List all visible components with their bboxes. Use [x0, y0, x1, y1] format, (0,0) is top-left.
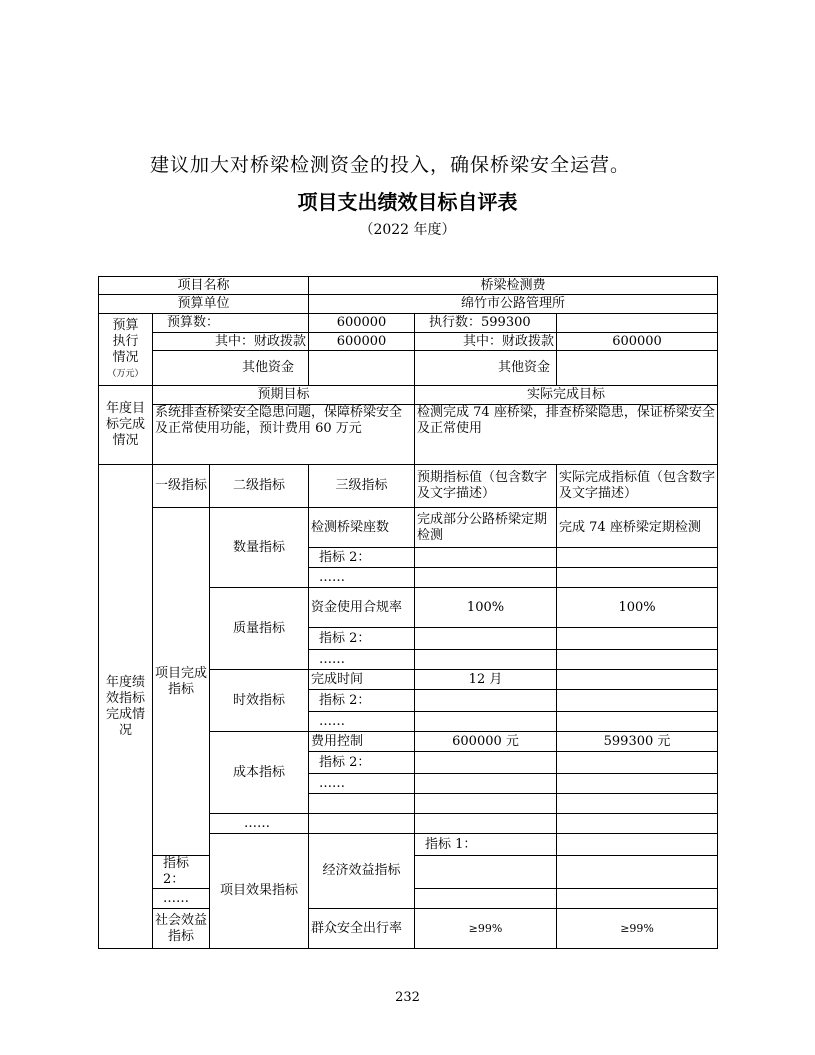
economic-item1: 指标 1：: [415, 834, 557, 856]
project-name-label: 项目名称: [99, 277, 309, 295]
col-level3-header: 三级指标: [309, 465, 415, 508]
social-item1-actual: ≥99%: [557, 909, 718, 949]
timeliness-item3: ……: [309, 712, 415, 732]
quantity-item3: ……: [309, 568, 415, 588]
cost-item4: [309, 794, 415, 814]
planned-goal-text: 系统排查桥梁安全隐患问题，保障桥梁安全及正常使用功能，预计费用 60 万元: [153, 405, 415, 465]
group1-label: 项目完成指标: [153, 508, 210, 856]
fiscal-value-left: 600000: [309, 333, 415, 351]
quantity-item2-planned: [415, 548, 557, 568]
quality-item2: 指标 2：: [309, 628, 415, 650]
quantity-item1-planned: 完成部分公路桥梁定期检测: [415, 508, 557, 548]
timeliness-item2-actual: [557, 690, 718, 712]
quality-item1-planned: 100%: [415, 588, 557, 628]
indicators-section-label: 年度绩效指标完成情况: [99, 465, 153, 949]
quality-item3-actual: [557, 650, 718, 670]
timeliness-item2: 指标 2：: [309, 690, 415, 712]
other-funds-value-right: [557, 351, 718, 386]
fiscal-label-right: 其中：财政拨款: [415, 333, 557, 351]
cost-item2: 指标 2：: [309, 752, 415, 774]
intro-text: 建议加大对桥梁检测资金的投入，确保桥梁安全运营。: [150, 154, 631, 176]
exec-num-empty: [557, 314, 718, 333]
document-title: 项目支出绩效目标自评表: [297, 190, 518, 214]
actual-goal-label: 实际完成目标: [415, 386, 718, 405]
timeliness-item2-planned: [415, 690, 557, 712]
budget-section-line3: 情况: [112, 349, 139, 365]
quantity-item1: 检测桥梁座数: [309, 508, 415, 548]
quality-item3: ……: [309, 650, 415, 670]
fiscal-label-left: 其中：财政拨款: [153, 333, 309, 351]
planned-goal-label: 预期目标: [153, 386, 415, 405]
group1-more-actual: [557, 814, 718, 834]
col-actual-header: 实际完成指标值（包含数字及文字描述）: [557, 465, 718, 508]
performance-table: [98, 276, 718, 949]
economic-item1-planned: [557, 834, 718, 856]
budget-section-label: [99, 314, 153, 386]
timeliness-label: 时效指标: [210, 670, 309, 732]
timeliness-item3-planned: [415, 712, 557, 732]
economic-item2-planned: [415, 856, 557, 889]
exec-num-label: 执行数：599300: [415, 314, 557, 333]
col-level1-header: 一级指标: [153, 465, 210, 508]
document-year: （2022 年度）: [359, 222, 456, 238]
cost-item2-planned: [415, 752, 557, 774]
group1-more-planned: [415, 814, 557, 834]
col-level2-header: 二级指标: [210, 465, 309, 508]
budget-section-line2: 执行: [112, 333, 139, 349]
cost-item2-actual: [557, 752, 718, 774]
timeliness-item1-planned: 12 月: [415, 670, 557, 690]
economic-item3: ……: [153, 889, 210, 909]
quality-item3-planned: [415, 650, 557, 670]
timeliness-item3-actual: [557, 712, 718, 732]
quantity-label: 数量指标: [210, 508, 309, 588]
quantity-item3-planned: [415, 568, 557, 588]
group1-more-level3: [309, 814, 415, 834]
budget-unit-label: 预算单位: [99, 295, 309, 314]
cost-item1-planned: 600000 元: [415, 732, 557, 752]
quality-item1: 资金使用合规率: [309, 588, 415, 628]
timeliness-item1-actual: [557, 670, 718, 690]
goals-section-label: 年度目标完成情况: [99, 386, 153, 465]
project-name-value: 桥梁检测费: [309, 277, 718, 295]
group2-label: 项目效果指标: [210, 834, 309, 949]
social-label: 社会效益指标: [153, 909, 210, 949]
economic-item2: 指标 2：: [153, 856, 210, 889]
other-funds-value-left: [309, 351, 415, 386]
page-number: 232: [395, 990, 420, 1005]
budget-num-label: 预算数：: [153, 314, 309, 333]
cost-item4-planned: [415, 794, 557, 814]
cost-item1-actual: 599300 元: [557, 732, 718, 752]
fiscal-value-right: 600000: [557, 333, 718, 351]
cost-item3-actual: [557, 774, 718, 794]
actual-goal-text: 检测完成 74 座桥梁，排查桥梁隐患，保证桥梁安全及正常使用: [415, 405, 718, 465]
col-planned-header: 预期指标值（包含数字及文字描述）: [415, 465, 557, 508]
quality-item2-planned: [415, 628, 557, 650]
quality-label: 质量指标: [210, 588, 309, 670]
quantity-item1-actual: 完成 74 座桥梁定期检测: [557, 508, 718, 548]
social-item1-planned: ≥99%: [415, 909, 557, 949]
budget-unit-value: 绵竹市公路管理所: [309, 295, 718, 314]
cost-item1: 费用控制: [309, 732, 415, 752]
quality-item1-actual: 100%: [557, 588, 718, 628]
other-funds-label-left: 其他资金: [153, 351, 309, 386]
other-funds-label-right: 其他资金: [415, 351, 557, 386]
quality-item2-actual: [557, 628, 718, 650]
quantity-item2-actual: [557, 548, 718, 568]
cost-item3-planned: [415, 774, 557, 794]
cost-item4-actual: [557, 794, 718, 814]
economic-item3-planned: [415, 889, 557, 909]
timeliness-item1: 完成时间: [309, 670, 415, 690]
cost-item3: ……: [309, 774, 415, 794]
economic-item2-actual: [557, 856, 718, 889]
quantity-item2: 指标 2：: [309, 548, 415, 568]
cost-label: 成本指标: [210, 732, 309, 814]
economic-label: 经济效益指标: [309, 834, 415, 909]
economic-item3-actual: [557, 889, 718, 909]
group1-more: ……: [210, 814, 309, 834]
budget-section-unit: （万元）: [107, 368, 144, 379]
budget-section-line1: 预算: [112, 317, 139, 333]
social-item1: 群众安全出行率: [309, 909, 415, 949]
quantity-item3-actual: [557, 568, 718, 588]
budget-num-value: 600000: [309, 314, 415, 333]
